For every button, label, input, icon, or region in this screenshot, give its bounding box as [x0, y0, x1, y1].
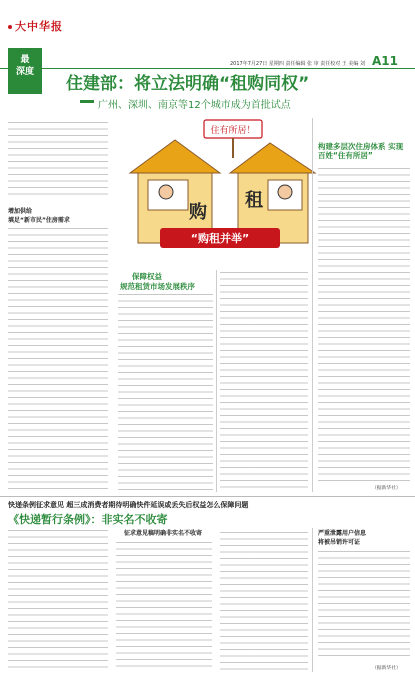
bottom-right-heading-1: 严重泄露用户信息 — [318, 530, 367, 537]
bottom-body-col1 — [8, 530, 108, 670]
middle-body-col2 — [220, 272, 308, 490]
middle-body-col1 — [118, 294, 213, 490]
lead-paragraph — [8, 122, 108, 200]
housing-illustration — [120, 118, 320, 268]
meta-line: 2017年7月27日 星期四 责任编辑 张 审 责任校对 王 美编 刘 — [230, 61, 365, 67]
bottom-mid-heading: 征求意见稿明确非实名不收寄 — [124, 530, 203, 537]
bottom-right-body — [318, 551, 410, 661]
subhead-bar — [80, 100, 94, 103]
person-left-head — [159, 185, 173, 199]
middle-heading-2: 规范租赁市场发展秩序 — [120, 282, 195, 291]
subhead: 广州、深圳、南京等12个城市成为首批试点 — [98, 100, 291, 111]
masthead-logo — [8, 18, 63, 34]
headline: 住建部：将立法明确“租购同权” — [66, 74, 310, 94]
left-heading-2: 填足“新市民”住房需求 — [8, 217, 70, 224]
right-body-text — [318, 168, 410, 482]
section-line1: 最 — [20, 55, 30, 65]
bottom-right-heading-2: 将被吊销许可证 — [318, 539, 361, 546]
column-rule-1 — [216, 270, 217, 492]
right-heading: 构建多层次住房体系 实现百姓“住有所居” — [318, 142, 404, 160]
middle-heading-1: 保障权益 — [132, 272, 162, 281]
right-author: （据新华社） — [372, 486, 401, 491]
bottom-title: 《快递暂行条例》：非实名不收寄 — [8, 513, 168, 526]
masthead-name: 大中华报 — [15, 20, 63, 33]
logo-dot-icon — [8, 25, 12, 29]
section-badge — [8, 48, 42, 94]
person-right-head — [278, 185, 292, 199]
bottom-column-rule — [312, 528, 313, 672]
page-number: A11 — [372, 54, 398, 68]
bottom-body-col3 — [220, 532, 308, 670]
bottom-kicker: 快递条例征求意见 超三成消费者期待明确快件延误或丢失后权益怎么保障问题 — [8, 501, 249, 509]
section-line2: 深度 — [15, 67, 34, 77]
house-right-char: 租 — [245, 190, 263, 211]
bottom-divider — [0, 496, 415, 497]
sign-label: 住有所居！ — [210, 126, 256, 136]
bottom-right-author: （据新华社） — [372, 666, 401, 671]
left-body-text — [8, 228, 108, 490]
house-left-roof — [130, 140, 220, 173]
house-right-roof — [230, 143, 315, 173]
banner-text: “购租并举” — [190, 232, 250, 245]
left-heading-1: 增加供给 — [8, 208, 33, 215]
bottom-body-col2 — [116, 542, 212, 670]
column-rule-2 — [312, 118, 313, 492]
house-left-char: 购 — [189, 202, 207, 223]
